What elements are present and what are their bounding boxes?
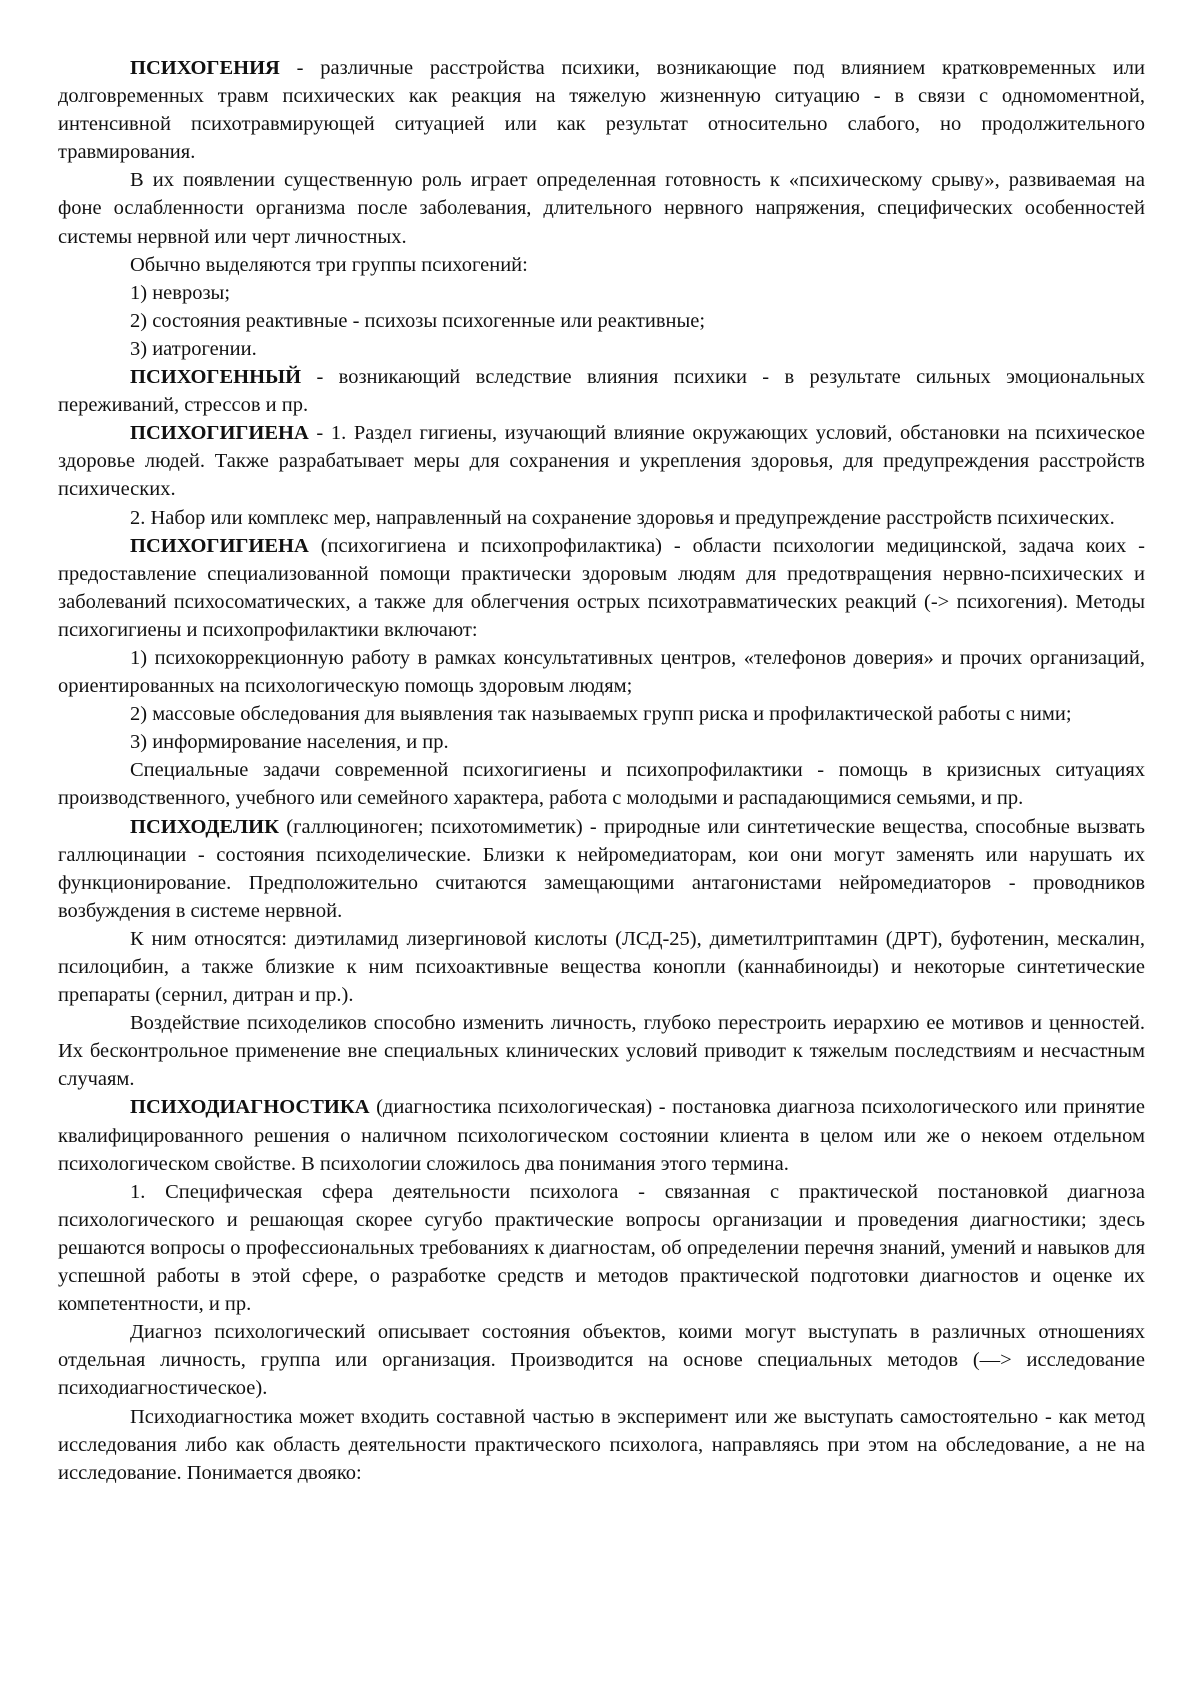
paragraph bbox=[58, 1318, 1145, 1402]
list-item bbox=[58, 644, 1145, 700]
paragraph-text: Воздействие психоделиков способно изменить личность, глубоко перестроить иерархию ее мотивов и ценностей. Их бесконтрольное применение вне специальных клинических условий приводит к тяжелым последствиям и несчастным случаям. bbox=[58, 1012, 1145, 1091]
paragraph-text: 1. Специфическая сфера деятельности психолога - связанная с практической постановкой диагноза психологического и решающая скорее сугубо практические вопросы организации и проведения диагностики; здесь решаются вопросы о профессиональных требованиях к диагностам, об определении перечня знаний, умений и навыков для успешной работы в этой сфере, о разработке средств и методов практической подготовки диагностов и оценке их компетентности, и пр. bbox=[58, 1180, 1145, 1316]
list-item-text: 2) массовые обследования для выявления так называемых групп риска и профилактической работы с ними; bbox=[130, 703, 1072, 726]
paragraph-psychodiagnostics bbox=[58, 1093, 1145, 1177]
list-item-text: 1) неврозы; bbox=[130, 281, 231, 304]
paragraph-text: - различные расстройства психики, возникающие под влиянием кратковременных или долговременных травм психических как реакция на тяжелую жизненную ситуацию - в связи с одномоментной, интенсивной психотравмирующей ситуацией или как результат относительно слабого, но продолжительного травмирования. bbox=[58, 57, 1145, 164]
paragraph bbox=[58, 1178, 1145, 1318]
paragraph-text: К ним относятся: диэтиламид лизергиновой кислоты (ЛСД-25), диметилтриптамин (ДРТ), буфотенин, мескалин, псилоцибин, а также близкие к ним психоактивные вещества конопли (каннабиноиды) и некоторые синтетические препараты (сернил, дитран и пр.). bbox=[58, 927, 1145, 1007]
term-psychohygiene: ПСИХОГИГИЕНА bbox=[130, 422, 309, 445]
term-psychohygiene: ПСИХОГИГИЕНА bbox=[130, 534, 309, 557]
paragraph bbox=[58, 1403, 1145, 1487]
paragraph-text: Обычно выделяются три группы психогений: bbox=[130, 253, 528, 276]
paragraph bbox=[58, 166, 1145, 250]
paragraph-text: - возникающий вследствие влияния психики - в результате сильных эмоциональных переживаний, стрессов и пр. bbox=[58, 366, 1145, 417]
paragraph bbox=[58, 756, 1145, 812]
term-psychedelic: ПСИХОДЕЛИК bbox=[130, 815, 279, 838]
term-psychodiagnostics: ПСИХОДИАГНОСТИКА bbox=[130, 1096, 370, 1119]
paragraph-text: Диагноз психологический описывает состояния объектов, коими могут выступать в различных отношениях отдельная личность, группа или организация. Производится на основе специальных методов (—> исследование психодиагностическое). bbox=[58, 1321, 1145, 1400]
list-item-text: 1) психокоррекционную работу в рамках консультативных центров, «телефонов доверия» и прочих организаций, ориентированных на психологическую помощь здоровым людям; bbox=[58, 646, 1145, 698]
paragraph-text: Специальные задачи современной психогигиены и психопрофилактики - помощь в кризисных ситуациях производственного, учебного или семейного характера, работа с молодыми и распадающимися семьями, и пр. bbox=[58, 759, 1145, 810]
paragraph-text: В их появлении существенную роль играет определенная готовность к «психическому срыву», развиваемая на фоне ослабленности организма после заболевания, длительного нервного напряжения, специфических особенностей системы нервной или черт личностных. bbox=[58, 169, 1145, 248]
paragraph bbox=[58, 504, 1145, 532]
list-item bbox=[58, 307, 1145, 335]
paragraph-text: - 1. Раздел гигиены, изучающий влияние окружающих условий, обстановки на психическое здоровье людей. Также разрабатывает меры для сохранения и укрепления здоровья, для предупреждения расстройств психических. bbox=[58, 422, 1145, 501]
list-item bbox=[58, 700, 1145, 728]
paragraph-text: (диагностика психологическая) - постановка диагноза психологического или принятие квалифицированного решения о наличном психологическом состоянии клиента в целом или же о некоем отдельном психологическом свойстве. В психологии сложилось два понимания этого термина. bbox=[58, 1096, 1145, 1175]
paragraph-psychohygiene-2 bbox=[58, 532, 1145, 644]
list-item bbox=[58, 728, 1145, 756]
paragraph-psychohygiene-1 bbox=[58, 419, 1145, 503]
term-psychogenia: ПСИХОГЕНИЯ bbox=[130, 57, 280, 79]
paragraph-psychogenia bbox=[58, 54, 1145, 166]
paragraph-psychedelic bbox=[58, 813, 1145, 925]
list-item-text: 3) иатрогении. bbox=[130, 337, 257, 360]
paragraph-text: Психодиагностика может входить составной частью в эксперимент или же выступать самостоятельно - как метод исследования либо как область деятельности практического психолога, направляясь при этом на обследование, а не на исследование. Понимается двояко: bbox=[58, 1405, 1145, 1484]
paragraph bbox=[58, 1009, 1145, 1093]
paragraph-text: (галлюциноген; психотомиметик) - природные или синтетические вещества, способные вызвать галлюцинации - состояния психоделические. Близки к нейромедиаторам, кои они могут заменять или нарушать их функционирование. Предположительно считаются замещающими антагонистами нейромедиаторов - проводников возбуждения в системе нервной. bbox=[58, 815, 1145, 922]
list-item-text: 2) состояния реактивные - психозы психогенные или реактивные; bbox=[130, 309, 706, 332]
list-item bbox=[58, 279, 1145, 307]
list-item-text: 3) информирование населения, и пр. bbox=[130, 731, 449, 754]
paragraph bbox=[58, 925, 1145, 1009]
paragraph bbox=[58, 251, 1145, 279]
paragraph-text: 2. Набор или комплекс мер, направленный на сохранение здоровья и предупреждение расстройств психических. bbox=[130, 506, 1115, 529]
paragraph-psychogenny bbox=[58, 363, 1145, 419]
list-item bbox=[58, 335, 1145, 363]
paragraph-text: (психогигиена и психопрофилактика) - области психологии медицинской, задача коих - предоставление специализованной помощи практически здоровым людям для предотвращения нервно-психических и заболеваний психосоматических, а также для облегчения острых психотравматических реакций (-> психогения). Методы психогигиены и психопрофилактики включают: bbox=[58, 534, 1145, 641]
term-psychogenny: ПСИХОГЕННЫЙ bbox=[130, 366, 302, 389]
